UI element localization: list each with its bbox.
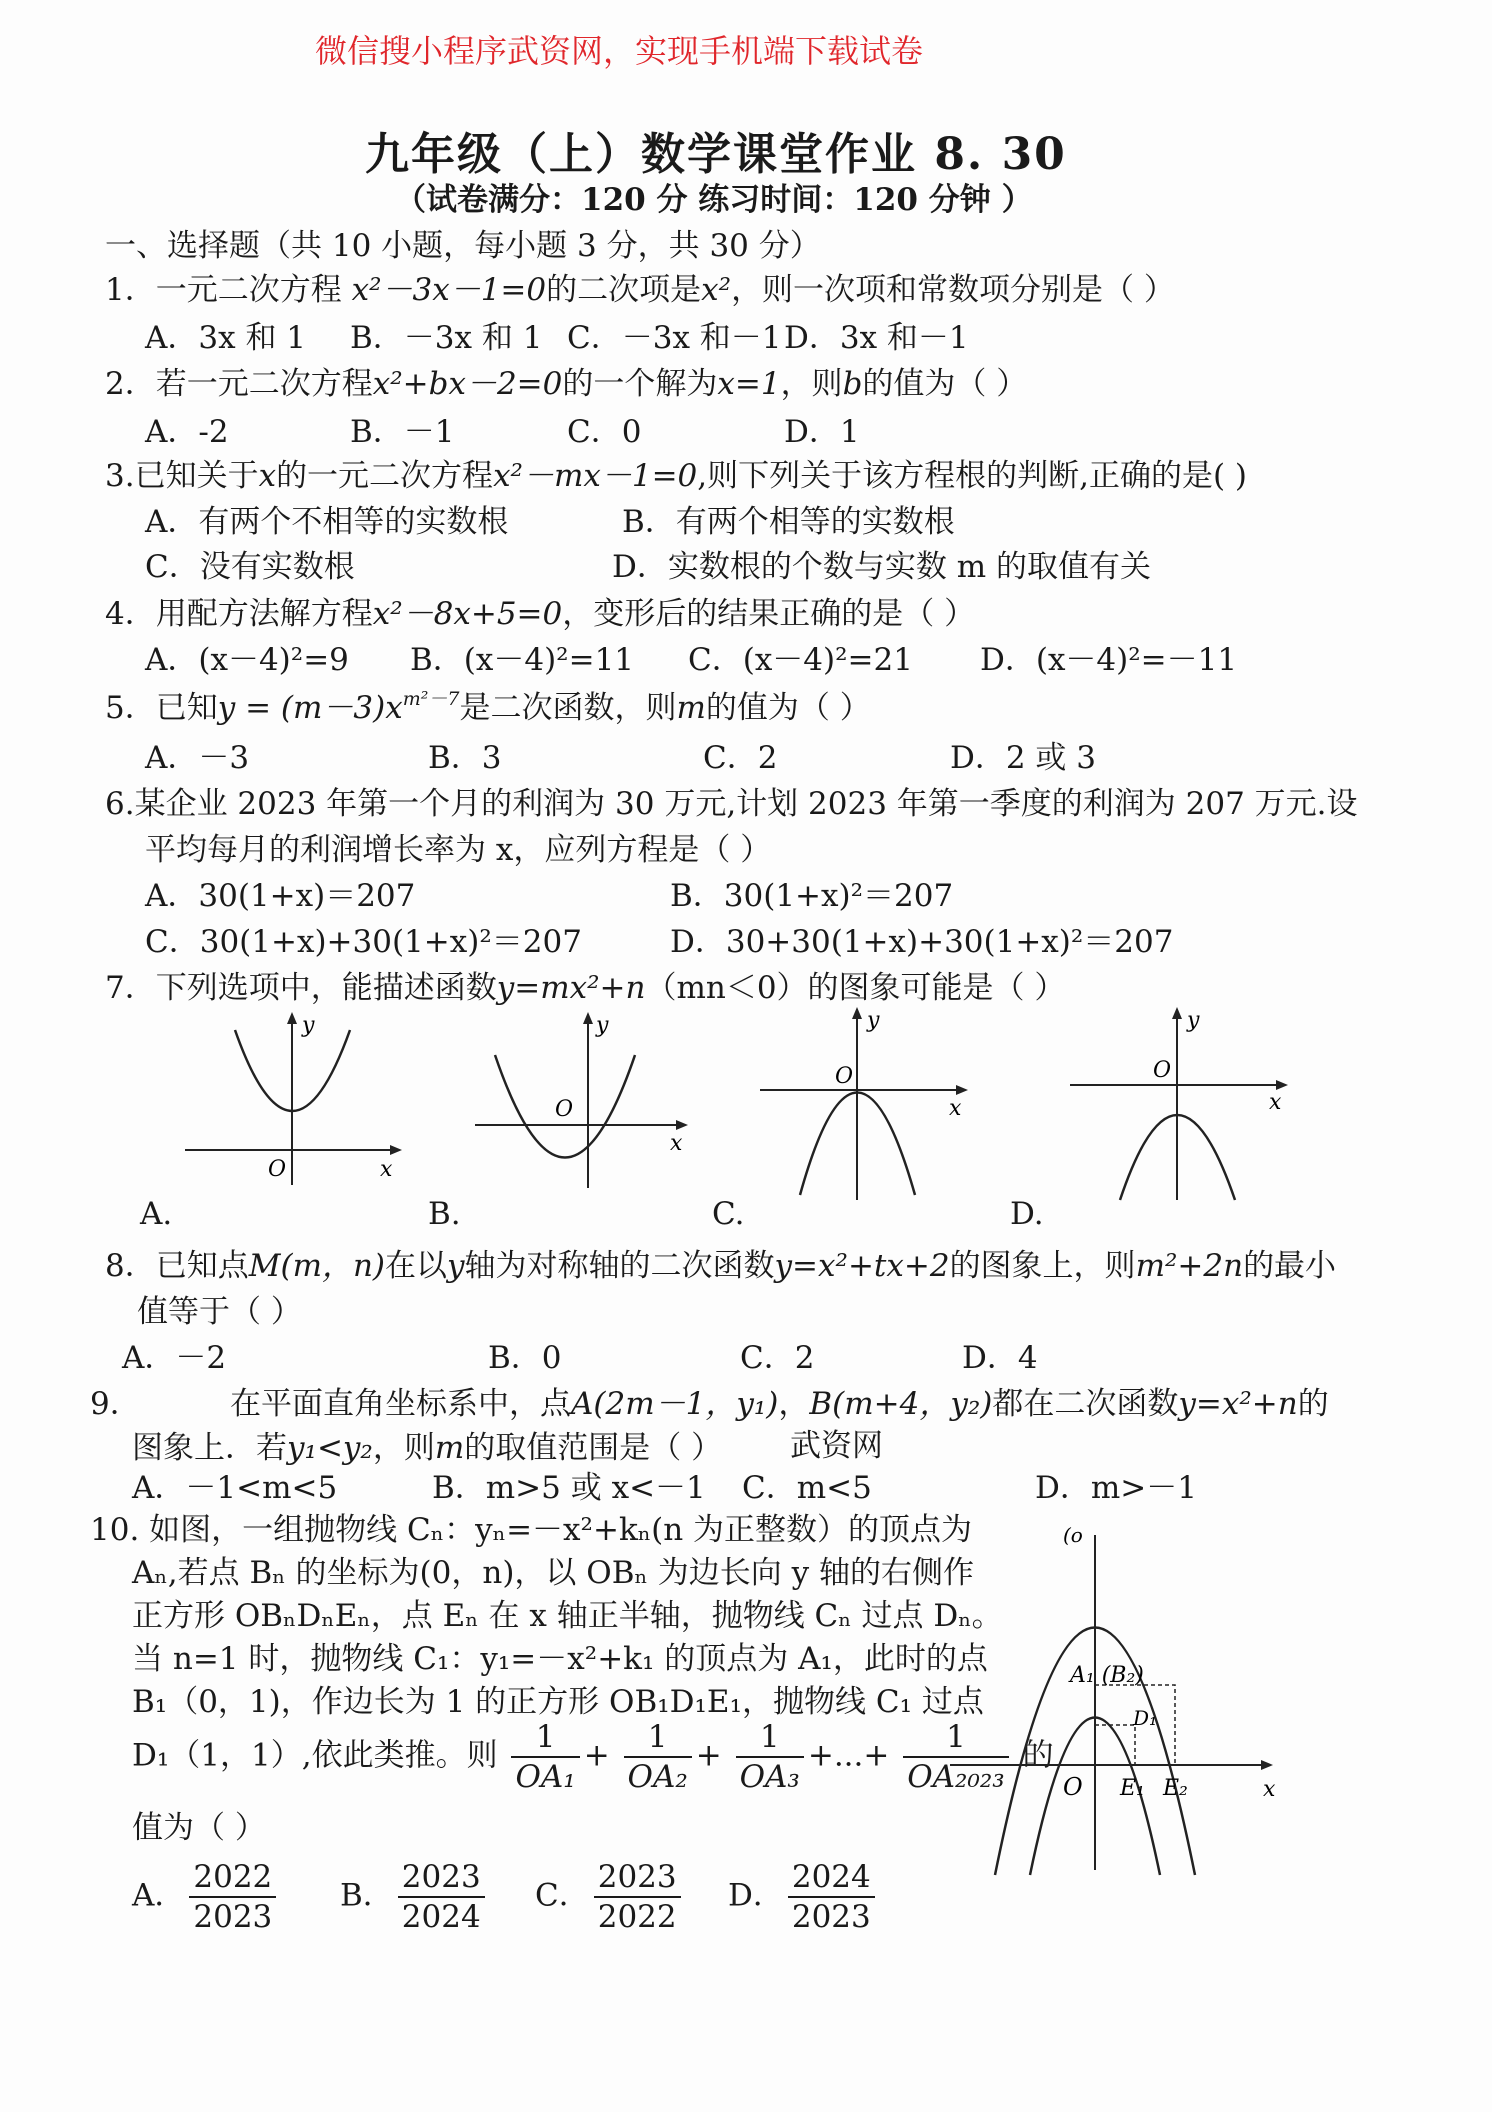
q8-option-b: B．0 <box>488 1340 562 1376</box>
q6-option-d: D．30+30(1+x)+30(1+x)²＝207 <box>670 924 1174 960</box>
label-x: x <box>1263 1777 1276 1802</box>
fraction-3: $\frac{1}{\text{OA₃}}$ <box>736 1718 804 1796</box>
question-10-line1: 10. 如图，一组抛物线 Cₙ：yₙ=－x²+kₙ(n 为正整数）的顶点为 <box>90 1512 973 1548</box>
q7-graph-d <box>1065 1005 1295 1205</box>
q6-option-b: B．30(1+x)²＝207 <box>670 878 954 914</box>
question-9: 在平面直角坐标系中，点A(2m－1，y₁)，B(m+4，y₂)都在二次函数y=x²+n的 <box>230 1386 1329 1422</box>
watermark-mid: 武资网 <box>790 1428 883 1464</box>
question-10-line7: 值为（ ） <box>132 1810 266 1846</box>
question-9-number: 9． <box>90 1386 141 1422</box>
page-title: 九年级（上）数学课堂作业 8. 30 <box>365 129 1067 180</box>
q7-graph-c <box>755 1005 985 1205</box>
axis-label-y: y <box>867 1008 880 1033</box>
axis-label-y: y <box>302 1013 315 1038</box>
watermark-top: 微信搜小程序武资网，实现手机端下载试卷 <box>315 32 924 70</box>
q8-option-c: C．2 <box>740 1340 815 1376</box>
q2-option-d: D．1 <box>784 414 860 450</box>
label-top: (o <box>1063 1523 1083 1547</box>
question-5: 5．已知$y = (m-3)x^{m^2-7}$是二次函数，则m的值为（ ） <box>105 688 871 726</box>
q2-option-c: C．0 <box>567 414 642 450</box>
q6-option-a: A．30(1+x)＝207 <box>145 878 416 914</box>
q10-option-c: C． $\frac{2023}{2022}$ <box>535 1858 685 1936</box>
q8-option-d: D．4 <box>962 1340 1038 1376</box>
question-1: 1．一元二次方程 x²－3x－1=0的二次项是x²，则一次项和常数项分别是（ ） <box>105 272 1175 308</box>
question-6: 6.某企业 2023 年第一个月的利润为 30 万元,计划 2023 年第一季度的利润为 207 万元.设 <box>105 786 1358 822</box>
question-6-line2: 平均每月的利润增长率为 x，应列方程是（ ） <box>145 832 772 868</box>
q5-option-d: D．2 或 3 <box>950 740 1097 776</box>
q9-option-b: B．m>5 或 x<－1 <box>432 1470 706 1506</box>
q1-option-b: B．－3x 和 1 <box>350 320 543 356</box>
q7-option-b: B. <box>428 1196 461 1232</box>
q3-option-d: D．实数根的个数与实数 m 的取值有关 <box>612 549 1151 585</box>
q2-option-b: B．－1 <box>350 414 455 450</box>
origin-label: O <box>1153 1058 1172 1083</box>
question-7: 7．下列选项中，能描述函数y=mx²+n（mn＜0）的图象可能是（ ） <box>105 970 1066 1006</box>
axis-label-x: x <box>1269 1090 1282 1115</box>
q10-figure <box>945 1520 1285 1880</box>
q7-graph-b <box>470 1010 700 1190</box>
q7-option-a: A. <box>140 1196 173 1232</box>
origin-label: O <box>555 1097 574 1122</box>
label-origin: O <box>1063 1773 1083 1801</box>
origin-label: O <box>268 1157 287 1182</box>
q1-option-c: C．－3x 和－1 <box>567 320 782 356</box>
q4-option-c: C．(x－4)²=21 <box>688 642 913 678</box>
q3-option-a: A．有两个不相等的实数根 <box>145 504 509 540</box>
q9-option-c: C．m<5 <box>742 1470 872 1506</box>
label-e2: E₂ <box>1163 1776 1188 1801</box>
q10-option-a: A． $\frac{2022}{2023}$ <box>132 1858 280 1936</box>
question-10-line5: B₁（0，1)，作边长为 1 的正方形 OB₁D₁E₁，抛物线 C₁ 过点 <box>132 1684 984 1720</box>
label-d1: D₁ <box>1133 1706 1158 1730</box>
axis-label-x: x <box>949 1096 962 1121</box>
label-a1-b2: A₁ (B₂) <box>1070 1663 1144 1688</box>
q4-option-b: B．(x－4)²=11 <box>410 642 635 678</box>
q4-option-a: A．(x－4)²=9 <box>145 642 349 678</box>
q1-option-a: A．3x 和 1 <box>145 320 307 356</box>
question-10-line3: 正方形 OBₙDₙEₙ，点 Eₙ 在 x 轴正半轴，抛物线 Cₙ 过点 Dₙ。 <box>132 1598 1003 1634</box>
axis-label-x: x <box>670 1131 683 1156</box>
question-2: 2．若一元二次方程x²+bx－2=0的一个解为x=1，则b的值为（ ） <box>105 366 1028 402</box>
fraction-n: $\frac{1}{\text{OA₂₀₂₃}}$ <box>903 1718 1009 1796</box>
q2-option-a: A．-2 <box>145 414 229 450</box>
q5-option-c: C．2 <box>703 740 778 776</box>
q7-option-c: C. <box>712 1196 745 1232</box>
q9-option-a: A．－1<m<5 <box>132 1470 338 1506</box>
axis-label-y: y <box>1187 1008 1200 1033</box>
question-10-line2: Aₙ,若点 Bₙ 的坐标为(0，n)，以 OBₙ 为边长向 y 轴的右侧作 <box>132 1555 974 1591</box>
q4-option-d: D．(x－4)²=－11 <box>980 642 1238 678</box>
question-3: 3.已知关于x的一元二次方程x²－mx－1=0,则下列关于该方程根的判断,正确的是( ) <box>105 458 1248 494</box>
q1-option-d: D．3x 和－1 <box>784 320 969 356</box>
question-8: 8．已知点M(m，n)在以y轴为对称轴的二次函数y=x²+tx+2的图象上，则m²+2n的最小 <box>105 1248 1337 1284</box>
q3-option-c: C．没有实数根 <box>145 549 355 585</box>
fraction-1: $\frac{1}{\text{OA₁}}$ <box>511 1718 579 1796</box>
q7-option-d: D. <box>1010 1196 1044 1232</box>
q5-option-a: A．－3 <box>145 740 250 776</box>
question-10-line6: D₁（1，1）,依此类推。则 $\frac{1}{\text{OA₁}}$ + $\frac{1}{\text{OA₂}}$ + $\frac{1}{\text{OA₃}}$ +...+ $\frac{1}{\text{OA₂₀₂₃}}$ 的 <box>132 1719 1054 1795</box>
axis-label-y: y <box>596 1013 609 1038</box>
question-4: 4．用配方法解方程x²－8x+5=0，变形后的结果正确的是（ ） <box>105 596 976 632</box>
q5-option-b: B．3 <box>428 740 502 776</box>
label-e1: E₁ <box>1120 1776 1145 1801</box>
q8-option-a: A．－2 <box>122 1340 227 1376</box>
question-8-line2: 值等于（ ） <box>137 1294 302 1330</box>
fraction-2: $\frac{1}{\text{OA₂}}$ <box>624 1718 692 1796</box>
origin-label: O <box>835 1064 854 1089</box>
q6-option-c: C．30(1+x)+30(1+x)²＝207 <box>145 924 582 960</box>
q10-option-d: D． $\frac{2024}{2023}$ <box>728 1858 879 1936</box>
q7-graph-a <box>180 1010 410 1190</box>
q9-option-d: D．m>－1 <box>1035 1470 1197 1506</box>
question-10-line4: 当 n=1 时，抛物线 C₁：y₁=－x²+k₁ 的顶点为 A₁，此时的点 <box>132 1641 988 1677</box>
page-subtitle: （试卷满分：120 分 练习时间：120 分钟 ） <box>395 182 1033 218</box>
axis-label-x: x <box>380 1157 393 1182</box>
q10-option-b: B． $\frac{2023}{2024}$ <box>340 1858 489 1936</box>
question-9-line2: 图象上．若y₁<y₂，则m的取值范围是（ ） <box>132 1430 723 1466</box>
q3-option-b: B．有两个相等的实数根 <box>622 504 955 540</box>
section-heading: 一、选择题（共 10 小题，每小题 3 分，共 30 分） <box>105 228 821 264</box>
